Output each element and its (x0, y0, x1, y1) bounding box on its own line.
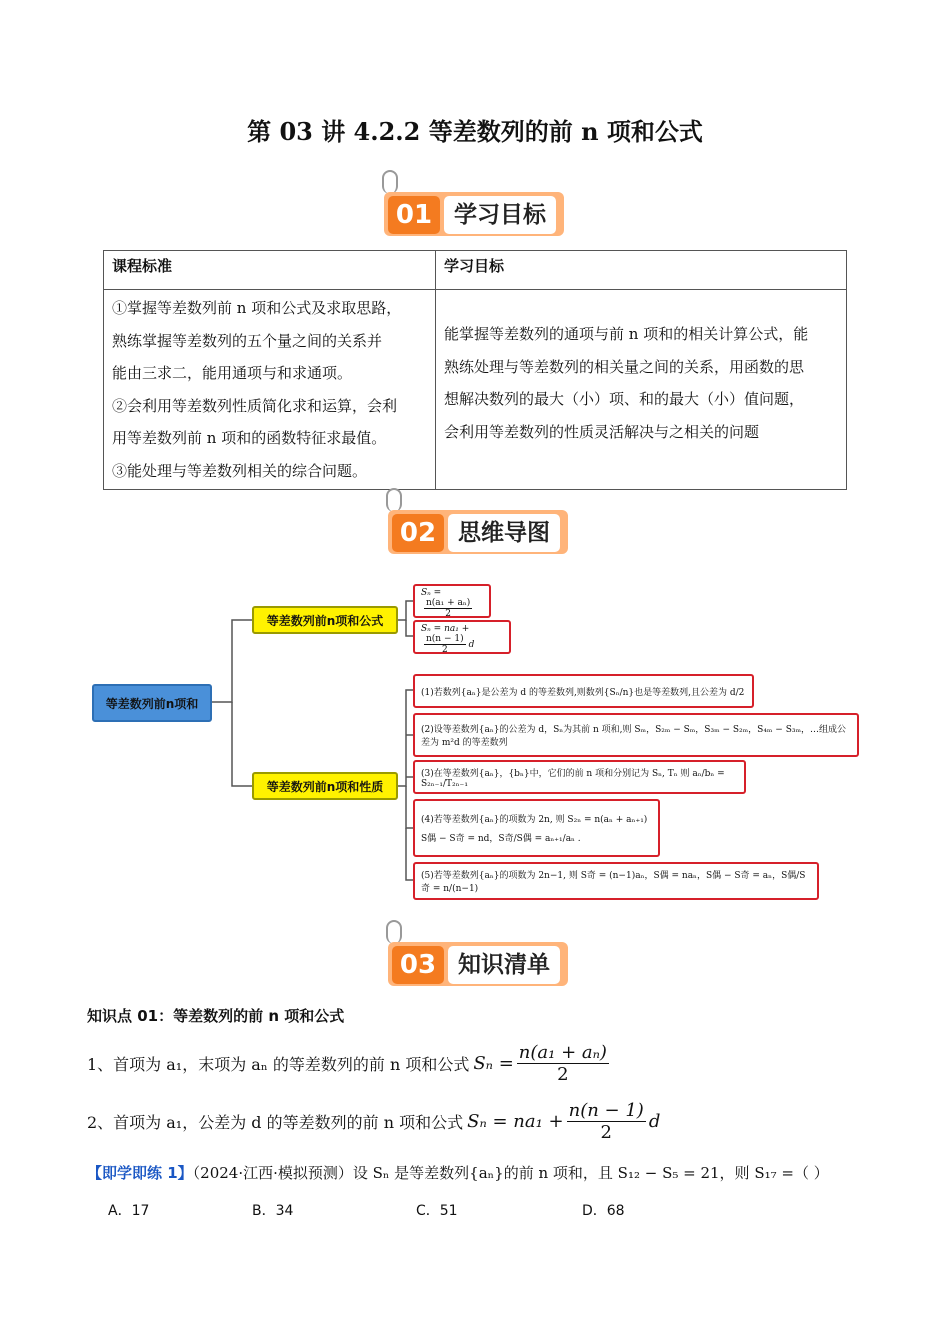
text-line: 熟练掌握等差数列的五个量之间的关系并 (112, 331, 383, 350)
mindmap-property-5: (5)若等差数列{aₙ}的项数为 2n−1, 则 S奇 = (n−1)aₙ，S偶 = naₙ，S偶 − S奇 = aₙ，S偶/S奇 = n/(n−1) (413, 862, 819, 900)
formula-lhs: Sₙ = (473, 1052, 514, 1074)
numerator: n(a₁ + aₙ) (426, 598, 471, 608)
item-text: 1、首项为 a₁，末项为 aₙ 的等差数列的前 n 项和公式 (87, 1054, 470, 1074)
fraction (517, 1042, 609, 1085)
text-line: ①掌握等差数列前 n 项和公式及求取思路， (112, 299, 402, 317)
exercise-question: （2024·江西·模拟预测）设 Sₙ 是等差数列{aₙ}的前 n 项和，且 S₁₂ − S₅ = 21，则 S₁₇ =（ ） (192, 1164, 829, 1182)
denominator: 2 (600, 1121, 612, 1143)
knowledge-item-2 (87, 1098, 660, 1144)
denominator: 2 (445, 609, 452, 619)
text-line: ③能处理与等差数列相关的综合问题。 (112, 461, 368, 480)
page-title: 第 03 讲 4.2.2 等差数列的前 n 项和公式 (247, 117, 703, 146)
mindmap-branch-formula: 等差数列前n项和公式 (252, 606, 398, 634)
property-line: S偶 − S奇 = nd，S奇/S偶 = aₙ₊₁/aₙ . (421, 834, 581, 844)
formula-tail: d (468, 639, 475, 650)
mindmap-property-4 (413, 799, 660, 857)
mindmap-formula-1 (413, 584, 491, 618)
property-line: (4)若等差数列{aₙ}的项数为 2n, 则 S₂ₙ = n(aₙ + aₙ₊₁) (421, 815, 648, 825)
item-text: 2、首项为 a₁，公差为 d 的等差数列的前 n 项和公式 (87, 1112, 464, 1132)
table-header-standard: 课程标准 (104, 251, 436, 290)
option-c[interactable]: C．51 (416, 1203, 458, 1219)
mindmap-formula-2 (413, 620, 511, 654)
option-b[interactable]: B．34 (252, 1203, 294, 1219)
section-label: 学习目标 (444, 196, 556, 234)
text-line: 想解决数列的最大（小）项、和的最大（小）值问题， (444, 390, 805, 408)
formula-lhs: Sₙ = (421, 588, 442, 598)
section-number: 02 (392, 514, 444, 552)
mindmap-property-3: (3)在等差数列{aₙ}，{bₙ}中，它们的前 n 项和分别记为 Sₙ, Tₙ 则 aₙ/bₙ = S₂ₙ₋₁/T₂ₙ₋₁ (413, 760, 746, 794)
knowledge-heading: 知识点 01：等差数列的前 n 项和公式 (87, 1007, 345, 1025)
formula-tail: d (648, 1110, 661, 1132)
denominator: 2 (441, 645, 448, 655)
numerator: n(a₁ + aₙ) (518, 1041, 607, 1063)
text-line: ②会利用等差数列性质简化求和运算，会利 (112, 396, 398, 415)
mindmap-root: 等差数列前n项和 (92, 684, 212, 722)
section-label: 知识清单 (448, 946, 560, 984)
text-line: 会利用等差数列的性质灵活解决与之相关的问题 (444, 422, 760, 441)
numerator: n(n − 1) (568, 1099, 644, 1121)
formula-lhs: Sₙ = na₁ + (467, 1110, 564, 1132)
knowledge-item-1 (87, 1040, 612, 1086)
option-d[interactable]: D．68 (582, 1203, 625, 1219)
option-a[interactable]: A．17 (108, 1203, 150, 1219)
numerator: n(n − 1) (426, 634, 464, 644)
text-line: 熟练处理与等差数列的相关量之间的关系，用函数的思 (444, 357, 805, 376)
text-line: 能由三求二，能用通项与和求通项。 (112, 364, 353, 382)
text-line: 能掌握等差数列的通项与前 n 项和的相关计算公式，能 (444, 325, 809, 343)
mindmap-property-2: (2)设等差数列{aₙ}的公差为 d，Sₙ为其前 n 项和,则 Sₘ，S₂ₘ − Sₘ，S₃ₘ − S₂ₘ，S₄ₘ − S₃ₘ，…组成公差为 m²d 的等差数列 (413, 713, 859, 757)
formula-lhs: Sₙ = na₁ + (421, 624, 470, 634)
table-header-objective: 学习目标 (436, 251, 847, 290)
mindmap-property-1: (1)若数列{aₙ}是公差为 d 的等差数列,则数列{Sₙ/n}也是等差数列,且公差为 d/2 (413, 674, 754, 708)
section-number: 01 (388, 196, 440, 234)
fraction (424, 598, 472, 619)
exercise-stem (87, 1162, 829, 1183)
section-label: 思维导图 (448, 514, 560, 552)
section-number: 03 (392, 946, 444, 984)
mindmap-branch-properties: 等差数列前n项和性质 (252, 772, 398, 800)
denominator: 2 (557, 1063, 569, 1085)
exercise-tag: 【即学即练 1】 (87, 1164, 193, 1182)
text-line: 用等差数列前 n 项和的函数特征求最值。 (112, 429, 387, 447)
fraction (567, 1100, 646, 1143)
section-badge-knowledge (388, 928, 574, 988)
fraction (424, 634, 466, 655)
pin-icon (386, 920, 402, 944)
